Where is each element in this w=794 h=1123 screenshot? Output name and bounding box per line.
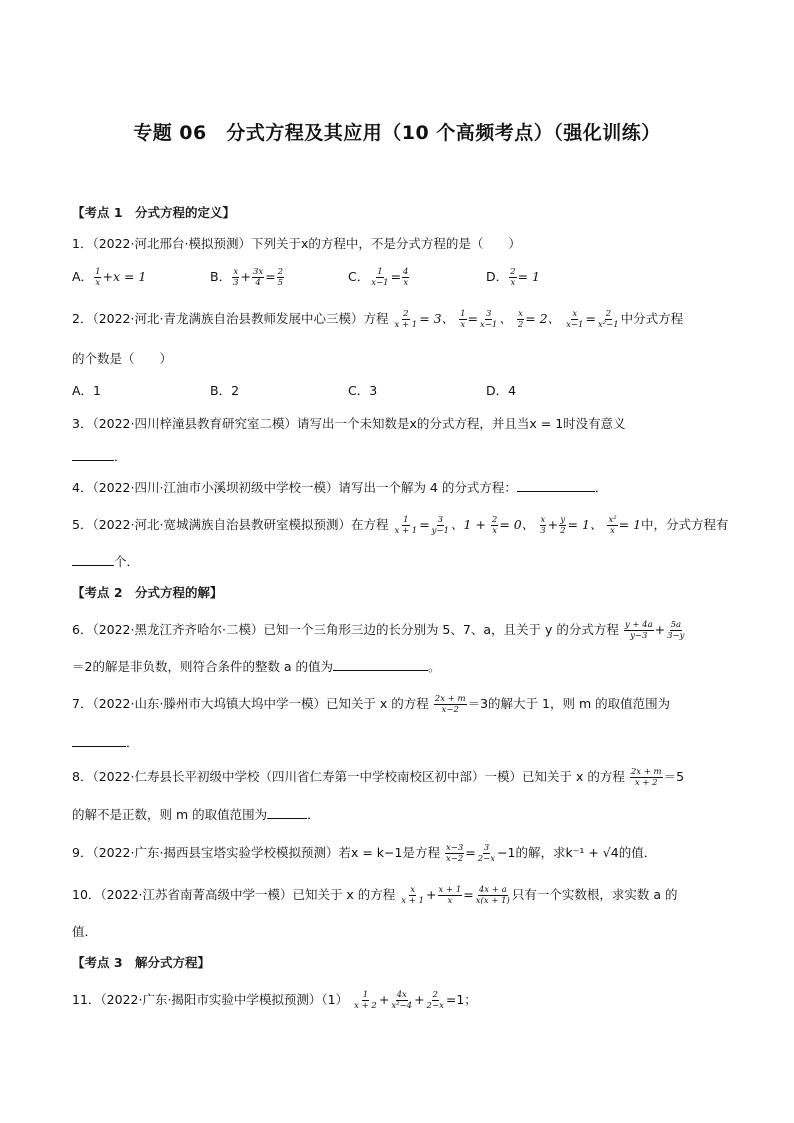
question-8-line2: 的解不是正数，则 m 的取值范围为 ． bbox=[72, 807, 320, 822]
question-2-option-b: B．2 bbox=[210, 383, 240, 398]
question-5-stem: 5．（2022·河北·宽城满族自治县教研室模拟预测）在方程 $\frac{1}{x + 1}$ = $\frac{3}{y-1}$ 、1 + $\frac{2}{x}$ = 0、 $\frac{x}{3}$ + $\frac{y}{2}$ = 1、 $\frac{\text{x²}}{x}$ = 1中，分式方程有 bbox=[72, 514, 729, 536]
answer-blank bbox=[267, 806, 307, 819]
question-2-stem: 2．（2022·河北·青龙满族自治县教师发展中心三模）方程 $\frac{2}{x + 1}$ = 3、 $\frac{1}{x}$ = $\frac{3}{x-1}$ 、 $\frac{x}{2}$ = 2、 $\frac{x}{x-1}$ = $\frac{2}{\text{x²−1}}$ 中分式方程 bbox=[72, 308, 684, 330]
question-2-option-a: A．1 bbox=[72, 383, 102, 398]
answer-blank bbox=[333, 658, 428, 671]
question-2-option-d: D．4 bbox=[486, 383, 517, 398]
question-1-option-c: C． $\frac{1}{x-1}$ = $\frac{4}{x}$ bbox=[348, 266, 409, 288]
answer-blank bbox=[72, 734, 126, 747]
question-11-stem: 11．（2022·广东·揭阳市实验中学模拟预测）（1） $\frac{1}{x + 2}$ + $\frac{4x}{\text{x²−4}}$ + $\frac{2}{2-x}$ =1； bbox=[72, 989, 477, 1011]
question-6-line2: ＝2的解是非负数，则符合条件的整数 a 的值为 。 bbox=[72, 659, 441, 674]
answer-blank bbox=[517, 479, 595, 492]
question-1-option-b: B． $\frac{x}{3}$ + $\frac{3x}{4}$ = $\frac{2}{5}$ bbox=[210, 266, 284, 288]
section-heading-2: 【考点 2 分式方程的解】 bbox=[72, 585, 223, 600]
question-1-stem: 1．（2022·河北邢台·模拟预测）下列关于x的方程中，不是分式方程的是（ ） bbox=[72, 236, 521, 251]
question-6-stem: 6．（2022·黑龙江齐齐哈尔·二模）已知一个三角形三边的长分别为 5、7、a，且关于 y 的分式方程 $\frac{y + 4a}{y-3}$ + $\frac{5a}{3-y}$ bbox=[72, 619, 685, 641]
question-8-stem: 8．（2022·仁寿县长平初级中学校（四川省仁寿第一中学校南校区初中部）一模）已知关于 x 的方程 $\frac{2x + m}{x + 2}$ ＝5 bbox=[72, 766, 685, 788]
question-1-option-a: A． $\frac{1}{x}$ +x = 1 bbox=[72, 266, 147, 288]
question-3-stem: 3．（2022·四川梓潼县教育研究室二模）请写出一个未知数是x的分式方程，并且当x = 1时没有意义 bbox=[72, 416, 626, 431]
answer-blank bbox=[72, 448, 114, 461]
question-1-option-d: D． $\frac{2}{x}$ = 1 bbox=[486, 266, 540, 288]
question-4-stem: 4．（2022·四川·江油市小溪坝初级中学校一模）请写出一个解为 4 的分式方程： ． bbox=[72, 480, 608, 495]
question-5-line2: 个． bbox=[72, 552, 139, 570]
question-2-line2: 的个数是（ ） bbox=[72, 351, 173, 366]
question-7-stem: 7．（2022·山东·滕州市大坞镇大坞中学一模）已知关于 x 的方程 $\frac{2x + m}{x-2}$ ＝3的解大于 1，则 m 的取值范围为 bbox=[72, 693, 671, 715]
question-9-stem: 9．（2022·广东·揭西县宝塔实验学校模拟预测）若x = k−1是方程 $\frac{x-3}{x-2}$ = $\frac{3}{2-x}$ −1的解，求k⁻¹ + √4的值． bbox=[72, 842, 657, 864]
question-3-line2: ． bbox=[72, 447, 127, 465]
question-10-stem: 10．（2022·江苏省南菁高级中学一模）已知关于 x 的方程 $\frac{x}{x + 1}$ + $\frac{x + 1}{x}$ = $\frac{4x + a}{x(x + 1)}$ 只有一个实数根，求实数 a 的 bbox=[72, 884, 678, 906]
question-7-line2: ． bbox=[72, 733, 139, 751]
question-10-line2: 值． bbox=[72, 924, 98, 939]
section-heading-1: 【考点 1 分式方程的定义】 bbox=[72, 205, 236, 220]
page-title: 专题 06 分式方程及其应用（10 个高频考点）（强化训练） bbox=[133, 122, 661, 144]
section-heading-3: 【考点 3 解分式方程】 bbox=[72, 955, 211, 970]
answer-blank bbox=[72, 553, 114, 566]
question-2-option-c: C．3 bbox=[348, 383, 378, 398]
